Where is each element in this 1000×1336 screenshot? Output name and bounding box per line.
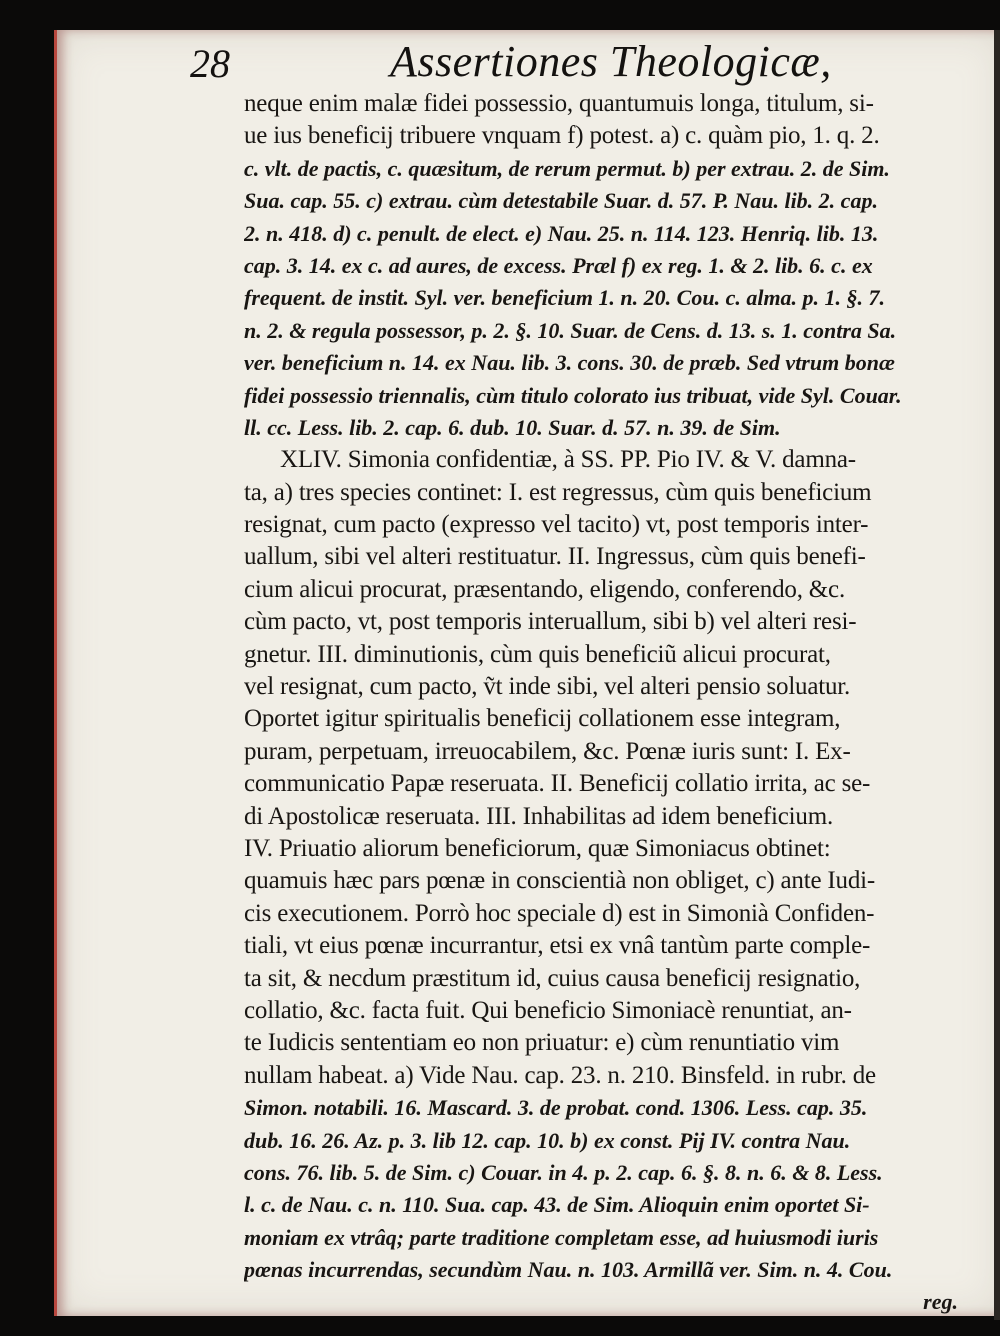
text-line: ta sit, & necdum præstitum id, cuius causa beneficij resignatio, [244, 964, 861, 992]
text-line: uallum, sibi vel alteri restituatur. II. Ingressus, cùm quis benefi- [244, 543, 866, 571]
text-line: cap. 3. 14. ex c. ad aures, de excess. Præl f) ex reg. 1. & 2. lib. 6. c. ex [244, 252, 873, 278]
text-line: di Apostolicæ reseruata. III. Inhabilitas ad idem beneficium. [244, 802, 834, 830]
text-line: ue ius beneficij tribuere vnquam f) potest. a) c. quàm pio, 1. q. 2. [244, 122, 880, 150]
text-line: puram, perpetuam, irreuocabilem, &c. Pœnæ iuris sunt: I. Ex- [244, 737, 851, 765]
page-number: 28 [190, 41, 230, 86]
text-line: ta, a) tres species continet: I. est regressus, cùm quis beneficium [244, 478, 872, 506]
text-line: gnetur. III. diminutionis, cùm quis beneficiũ alicui procurat, [244, 640, 831, 668]
text-line: collatio, &c. facta fuit. Qui beneficio Simoniacè renuntiat, an- [244, 996, 852, 1024]
text-line: cons. 76. lib. 5. de Sim. c) Couar. in 4. p. 2. cap. 6. §. 8. n. 6. & 8. Less. [244, 1159, 883, 1185]
text-line: dub. 16. 26. Az. p. 3. lib 12. cap. 10. b) ex const. Pij IV. contra Nau. [244, 1127, 851, 1153]
text-line: XLIV. Simonia confidentiæ, à SS. PP. Pio IV. & V. damna- [280, 446, 856, 474]
text-line: l. c. de Nau. c. n. 110. Sua. cap. 43. de Sim. Alioquin enim oportet Si- [244, 1192, 870, 1218]
text-line: vel resignat, cum pacto, ṽt inde sibi, vel alteri pensio soluatur. [244, 673, 851, 701]
text-line: c. vlt. de pactis, c. quæsitum, de rerum permut. b) per extrau. 2. de Sim. [244, 155, 890, 181]
text-line: 2. n. 418. d) c. penult. de elect. e) Nau. 25. n. 114. 123. Henriq. lib. 13. [244, 220, 879, 246]
text-line: te Iudicis sententiam eo non priuatur: e) cùm renuntiatio vim [244, 1029, 840, 1057]
text-line: quamuis hæc pars pœnæ in conscientià non obliget, c) ante Iudi- [244, 867, 876, 895]
text-line: cis executionem. Porrò hoc speciale d) est in Simonià Confiden- [244, 899, 875, 927]
text-block [244, 88, 964, 1319]
text-line: cùm pacto, vt, post temporis interuallum, sibi b) vel alteri resi- [244, 608, 857, 636]
catchword: reg. [923, 1289, 958, 1315]
text-line: tiali, vt eius pœnæ incurrantur, etsi ex vnâ tantùm parte comple- [244, 932, 871, 960]
text-line: cium alicui procurat, præsentando, eligendo, conferendo, &c. [244, 575, 845, 603]
text-line: Simon. notabili. 16. Mascard. 3. de probat. cond. 1306. Less. cap. 35. [244, 1095, 868, 1121]
text-line: resignat, cum pacto (expresso vel tacito) vt, post temporis inter- [244, 511, 869, 539]
text-line: Sua. cap. 55. c) extrau. cùm detestabile Suar. d. 57. P. Nau. lib. 2. cap. [244, 188, 878, 214]
text-line: neque enim malæ fidei possessio, quantumuis longa, titulum, si- [244, 90, 874, 117]
running-title: Assertiones Theologicæ, [390, 37, 832, 86]
text-line: communicatio Papæ reseruata. II. Beneficij collatio irrita, ac se- [244, 770, 871, 798]
page-edge [994, 30, 1000, 1320]
text-line: moniam ex vtrâq; parte traditione completam esse, ad huiusmodi iuris [244, 1224, 879, 1250]
text-line: Oportet igitur spiritualis beneficij collationem esse integram, [244, 705, 841, 733]
text-line: n. 2. & regula possessor, p. 2. §. 10. Suar. de Cens. d. 13. s. 1. contra Sa. [244, 317, 897, 343]
text-line: fidei possessio triennalis, cùm titulo colorato ius tribuat, vide Syl. Couar. [244, 382, 902, 408]
text-line: IV. Priuatio aliorum beneficiorum, quæ Simoniacus obtinet: [244, 834, 831, 862]
text-line: ver. beneficium n. 14. ex Nau. lib. 3. cons. 30. de præb. Sed vtrum bonæ [244, 350, 895, 376]
text-line: frequent. de instit. Syl. ver. beneficium 1. n. 20. Cou. c. alma. p. 1. §. 7. [244, 285, 886, 311]
text-line: ll. cc. Less. lib. 2. cap. 6. dub. 10. Suar. d. 57. n. 39. de Sim. [244, 414, 781, 440]
text-line: pœnas incurrendas, secundùm Nau. n. 103. Armillã ver. Sim. n. 4. Cou. [244, 1257, 893, 1283]
text-line: nullam habeat. a) Vide Nau. cap. 23. n. 210. Binsfeld. in rubr. de [244, 1061, 876, 1089]
